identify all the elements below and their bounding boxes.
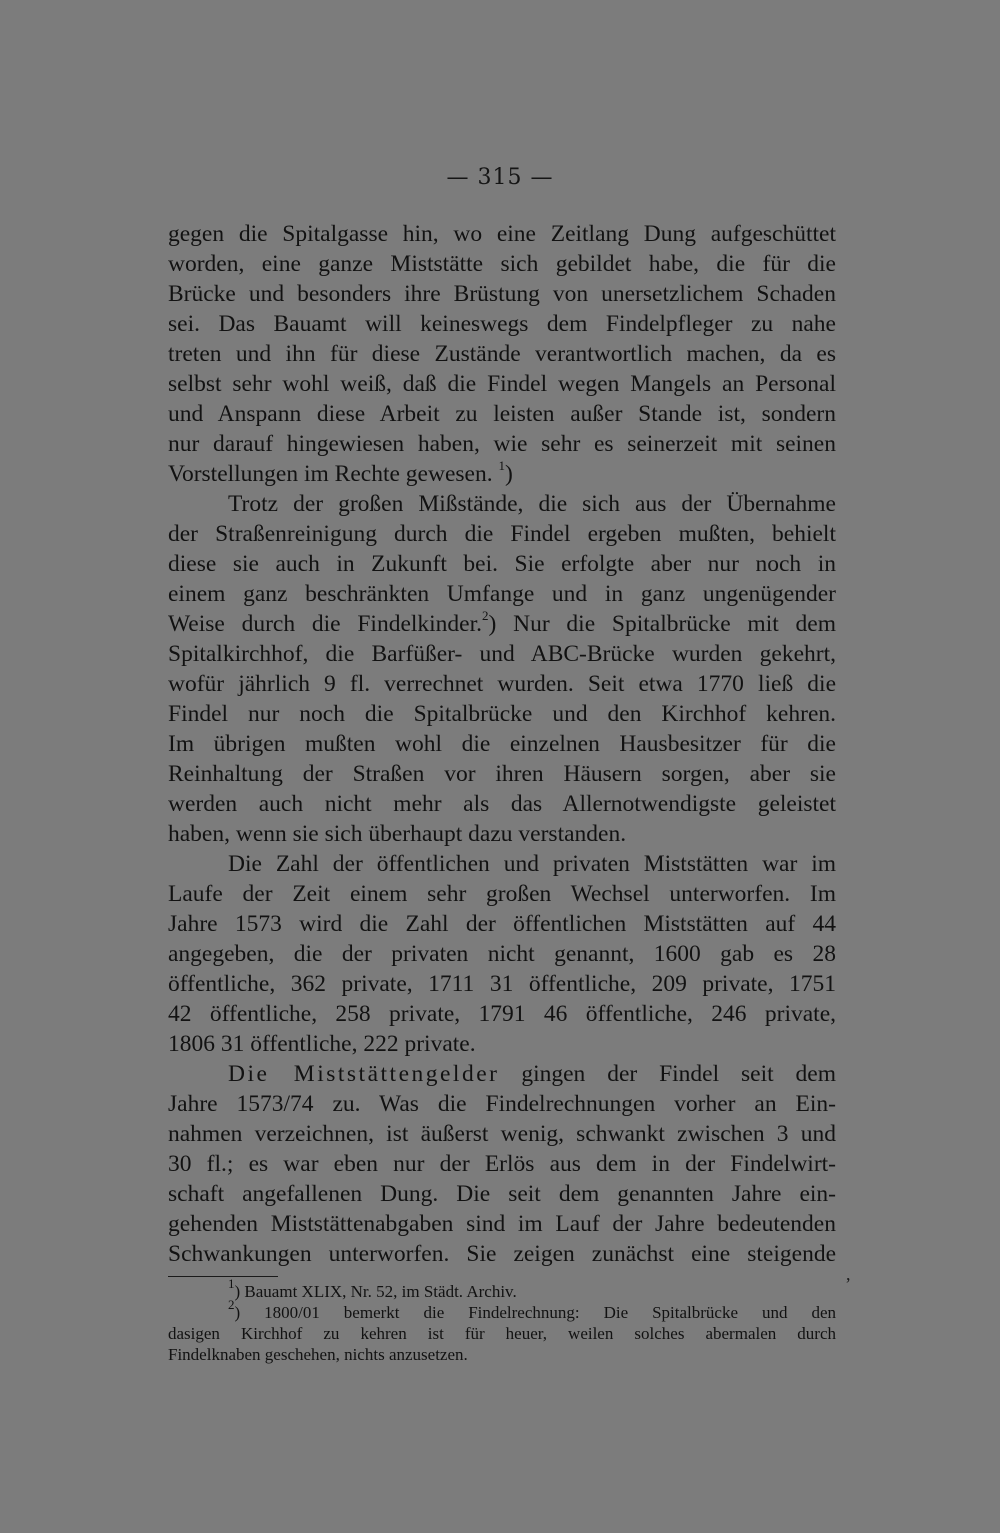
footnote-text: Bauamt XLIX, Nr. 52, im Städt. Archiv. <box>244 1282 517 1301</box>
paragraph <box>168 849 836 1059</box>
text-line: einem ganz beschränkten Umfange und in ganz ungenügender <box>168 581 836 607</box>
paragraph <box>168 489 836 849</box>
text-line: 42 öffentliche, 258 private, 1791 46 öffentliche, 246 private, <box>168 1001 836 1027</box>
margin-mark: , <box>846 1264 851 1284</box>
text-line: 30 fl.; es war eben nur der Erlös aus dem in der Findelwirt- <box>168 1151 836 1177</box>
text-line: öffentliche, 362 private, 1711 31 öffentliche, 209 private, 1751 <box>168 971 836 997</box>
footnote-marker: 2 <box>228 1297 235 1313</box>
text-segment: Weise durch die Findelkinder. <box>168 611 483 637</box>
text-line: Schwankungen unterworfen. Sie zeigen zunächst eine steigende <box>168 1241 836 1267</box>
text-line: Reinhaltung der Straßen vor ihren Häusern sorgen, aber sie <box>168 761 836 787</box>
footnote-marker: 2 <box>482 608 489 624</box>
text-line <box>168 1059 836 1089</box>
text-line: Im übrigen mußten wohl die einzelnen Hausbesitzer für die <box>168 731 836 757</box>
text-line: schaft angefallenen Dung. Die seit dem genannten Jahre ein- <box>168 1181 836 1207</box>
footnote <box>168 1276 836 1302</box>
footnote-line: $^2$) 1800/01 bemerkt die Findelrechnung: Die Spitalbrücke und den <box>228 1297 836 1322</box>
footnote-marker: 1 <box>228 1276 235 1292</box>
text-line: Jahre 1573/74 zu. Was die Findelrechnungen vorher an Ein- <box>168 1091 836 1117</box>
text-line: treten und ihn für diese Zustände verantwortlich machen, da es <box>168 341 836 367</box>
text-line: Trotz der großen Mißstände, die sich aus der Übernahme <box>228 491 836 517</box>
text-line: nur darauf hingewiesen haben, wie sehr es seinerzeit mit seinen <box>168 431 836 457</box>
footnote-line: dasigen Kirchhof zu kehren ist für heuer, weilen solches abermalen durch <box>168 1324 836 1343</box>
text-line: Laufe der Zeit einem sehr großen Wechsel unterworfen. Im <box>168 881 836 907</box>
text-line: Jahre 1573 wird die Zahl der öffentlichen Miststätten auf 44 <box>168 911 836 937</box>
footnote-line: $^1$) Bauamt XLIX, Nr. 52, im Städt. Archiv. <box>228 1276 517 1301</box>
paragraph <box>168 1059 836 1269</box>
text-segment: ) <box>504 461 513 487</box>
footnotes <box>168 1276 836 1365</box>
text-line: gegen die Spitalgasse hin, wo eine Zeitlang Dung aufgeschüttet <box>168 221 836 247</box>
text-line: haben, wenn sie sich überhaupt dazu verstanden. <box>168 821 627 847</box>
text-line: werden auch nicht mehr als das Allernotwendigste geleistet <box>168 791 836 817</box>
text-line: Brücke und besonders ihre Brüstung von unersetzlichem Schaden <box>168 281 836 307</box>
text-segment: Vorstellungen im Rechte gewesen. <box>168 461 493 487</box>
footnote-text: 1800/01 bemerkt die Findelrechnung: Die Spitalbrücke und den <box>264 1303 836 1322</box>
text-line: nahmen verzeichnen, ist äußerst wenig, schwankt zwischen 3 und <box>168 1121 836 1147</box>
footnote-marker: 1 <box>498 458 505 474</box>
text-line: Findel nur noch die Spitalbrücke und den Kirchhof kehren. <box>168 701 836 727</box>
text-line <box>168 459 836 489</box>
text-line: Spitalkirchhof, die Barfüßer- und ABC-Brücke wurden gekehrt, <box>168 641 836 667</box>
text-line: und Anspann diese Arbeit zu leisten außer Stande ist, sondern <box>168 401 836 427</box>
footnote <box>168 1297 836 1365</box>
text-line: gehenden Miststättenabgaben sind im Lauf der Jahre bedeutenden <box>168 1211 836 1237</box>
text-line: selbst sehr wohl weiß, daß die Findel wegen Mangels an Personal <box>168 371 836 397</box>
text-line: Die Zahl der öffentlichen und privaten Miststätten war im <box>228 851 836 877</box>
text-line <box>168 609 836 639</box>
text-line: diese sie auch in Zukunft bei. Sie erfolgte aber nur noch in <box>168 551 836 577</box>
body-text <box>168 219 836 1269</box>
text-line: der Straßenreinigung durch die Findel ergeben mußten, behielt <box>168 521 836 547</box>
text-line: sei. Das Bauamt will keineswegs dem Findelpfleger zu nahe <box>168 311 836 337</box>
page-number: — 315 — <box>446 165 554 190</box>
text-segment: gingen der Findel seit dem <box>499 1061 836 1087</box>
footnote-line: Findelknaben geschehen, nichts anzusetzen. <box>168 1345 468 1364</box>
text-segment: ) Nur die Spitalbrücke mit dem <box>488 611 836 637</box>
footnote-divider <box>168 1276 278 1277</box>
text-line: 1806 31 öffentliche, 222 private. <box>168 1031 476 1057</box>
spaced-emphasis: Die Miststättengelder <box>228 1061 500 1087</box>
text-line: worden, eine ganze Miststätte sich gebildet habe, die für die <box>168 251 836 277</box>
paragraph <box>168 219 836 489</box>
text-line: angegeben, die der privaten nicht genannt, 1600 gab es 28 <box>168 941 836 967</box>
text-line: wofür jährlich 9 fl. verrechnet wurden. Seit etwa 1770 ließ die <box>168 671 836 697</box>
